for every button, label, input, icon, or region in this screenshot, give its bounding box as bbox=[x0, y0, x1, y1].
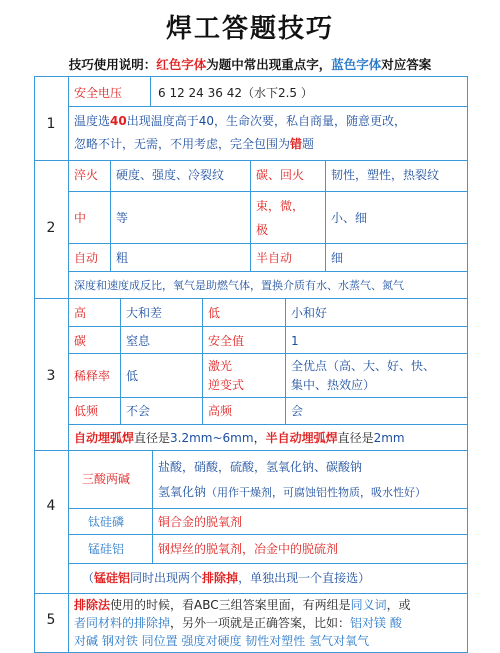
cell-divider bbox=[110, 160, 111, 271]
section-number: 3 bbox=[46, 368, 56, 384]
carbon-key: 碳 bbox=[74, 334, 87, 348]
acids-bases-line1: 盐酸，硝酸，硫酸，氢氧化钠、碳酸钠 bbox=[158, 460, 363, 474]
row-divider bbox=[68, 397, 468, 398]
inverter-key: 逆变式 bbox=[208, 378, 245, 392]
carbon-value: 窒息 bbox=[126, 334, 151, 348]
wrong-text-a: 忽略不计，无需，不用考虑，完全包围为 bbox=[74, 137, 291, 151]
high-freq-value: 会 bbox=[291, 404, 304, 418]
advantages-line1: 全优点（高、大、好、快、 bbox=[291, 359, 436, 373]
row-divider bbox=[68, 353, 468, 354]
low-freq-value: 不会 bbox=[126, 404, 151, 418]
section2-note: 深度和速度成反比，氧气是助燃气体，置换介质有水、水蒸气、氮气 bbox=[74, 279, 404, 292]
note-open: （ bbox=[82, 571, 95, 585]
semi-sa-diameter: 2mm bbox=[373, 431, 405, 445]
row-divider bbox=[68, 243, 468, 244]
dilution-key: 稀释率 bbox=[74, 369, 111, 383]
note-mn-si-al: 锰硅铝 bbox=[94, 571, 131, 585]
cell-divider bbox=[325, 160, 326, 271]
quench-key: 淬火 bbox=[74, 168, 99, 182]
laser-key: 激光 bbox=[208, 359, 233, 373]
safety-voltage-key: 安全电压 bbox=[74, 86, 123, 100]
auto-sa-label: 自动埋弧焊 bbox=[74, 431, 135, 445]
section-number: 4 bbox=[46, 498, 56, 514]
cell-divider bbox=[250, 160, 251, 271]
example-pairs-1: 铝对镁 酸 bbox=[350, 616, 402, 630]
row-divider bbox=[68, 508, 468, 509]
section-number: 5 bbox=[46, 612, 56, 628]
row-divider bbox=[68, 106, 468, 107]
ti-si-p-value: 铜合金的脱氧剂 bbox=[158, 515, 243, 529]
medium-key: 中 bbox=[74, 211, 87, 225]
acids-bases-line2 bbox=[158, 484, 426, 501]
advantages-line2: 集中、热效应） bbox=[291, 378, 376, 392]
row-divider bbox=[68, 424, 468, 425]
safety-value-value: 1 bbox=[291, 334, 299, 348]
bundle-value: 小、细 bbox=[331, 211, 368, 225]
page-title: 焊工答题技巧 bbox=[165, 14, 334, 44]
exclusion-text-2: ，或 bbox=[386, 598, 411, 612]
semi-auto-key: 半自动 bbox=[256, 251, 293, 265]
diameter-label-1: 直径是 bbox=[134, 431, 171, 445]
medium-value: 等 bbox=[116, 211, 129, 225]
auto-value: 粗 bbox=[116, 251, 129, 265]
exclusion-line1 bbox=[74, 597, 411, 613]
wrong-text-b: 错 bbox=[290, 137, 303, 151]
exclusion-text-3: ，另外一项就是正确答案，比如： bbox=[170, 616, 351, 630]
exclusion-line2 bbox=[74, 615, 402, 631]
temperature-rule-line2 bbox=[74, 136, 314, 152]
note-single: ，单独出现一个直接选） bbox=[238, 571, 371, 585]
quench-value: 硬度、强度、冷裂纹 bbox=[116, 168, 225, 182]
wrong-text-c: 题 bbox=[302, 137, 315, 151]
low-value: 小和好 bbox=[291, 306, 328, 320]
submerged-arc-note bbox=[74, 430, 405, 446]
section-number: 2 bbox=[46, 220, 56, 236]
exclusion-method: 排除法 bbox=[74, 598, 111, 612]
temp-text-a: 温度选 bbox=[74, 114, 111, 128]
mn-si-al-key: 锰硅铝 bbox=[88, 542, 125, 556]
ti-si-p-key: 钛硅磷 bbox=[88, 515, 125, 529]
cell-divider bbox=[150, 76, 151, 106]
mn-si-al-note bbox=[82, 570, 370, 586]
bundle-key-line2: 极 bbox=[256, 223, 269, 237]
note-exclude: 排除掉 bbox=[202, 571, 239, 585]
auto-key: 自动 bbox=[74, 251, 99, 265]
low-freq-key: 低频 bbox=[74, 404, 99, 418]
section-divider bbox=[34, 298, 468, 299]
row-divider bbox=[68, 191, 468, 192]
row-divider bbox=[68, 534, 468, 535]
low-key: 低 bbox=[208, 306, 221, 320]
cell-divider bbox=[202, 298, 203, 424]
temperature-rule-line1 bbox=[74, 113, 406, 129]
high-freq-key: 高频 bbox=[208, 404, 233, 418]
usage-note bbox=[0, 55, 500, 73]
diameter-label-2: 直径是 bbox=[337, 431, 374, 445]
safety-voltage-values: 6 12 24 36 42（水下2.5 ） bbox=[158, 86, 313, 100]
mn-si-al-value: 钢焊丝的脱氧剂，冶金中的脱硫剂 bbox=[158, 542, 339, 556]
carbon-temper-value: 韧性，塑性，热裂纹 bbox=[331, 168, 440, 182]
acids-bases-key: 三酸两碱 bbox=[82, 472, 131, 486]
section-divider bbox=[34, 450, 468, 451]
exclusion-text-1: 使用的时候，看ABC三组答案里面，有两组是 bbox=[110, 598, 351, 612]
usage-label: 技巧使用说明： bbox=[68, 57, 157, 72]
usage-mid-text: 为题中常出现重点字， bbox=[206, 57, 332, 72]
row-divider bbox=[68, 563, 468, 564]
cell-divider bbox=[285, 298, 286, 424]
synonym-text: 同义词 bbox=[350, 598, 387, 612]
safety-value-key: 安全值 bbox=[208, 334, 245, 348]
row-divider bbox=[68, 326, 468, 327]
dilution-value: 低 bbox=[126, 369, 139, 383]
section-number: 1 bbox=[46, 116, 56, 132]
section-divider bbox=[34, 593, 468, 594]
example-pairs-2: 对碱 钢对铁 同位置 强度对硬度 韧性对塑性 氢气对氧气 bbox=[74, 634, 370, 648]
temp-text-b: 40 bbox=[110, 114, 127, 128]
carbon-temper-key: 碳、回火 bbox=[256, 168, 305, 182]
naoh-note: （用作干燥剂，可腐蚀铝性物质，吸水性好） bbox=[206, 486, 427, 499]
row-divider bbox=[68, 271, 468, 272]
usage-red-text: 红色字体 bbox=[156, 57, 207, 72]
temp-text-c: 出现温度高于40，生命次要，私自商量，随意更改， bbox=[126, 114, 406, 128]
same-material-text: 者同材料的排除掉 bbox=[74, 616, 171, 630]
usage-blue-text: 蓝色字体 bbox=[331, 57, 382, 72]
high-key: 高 bbox=[74, 306, 87, 320]
high-value: 大和差 bbox=[126, 306, 163, 320]
naoh-label: 氢氧化钠 bbox=[158, 485, 207, 499]
usage-tail-text: 对应答案 bbox=[381, 57, 432, 72]
cell-divider bbox=[152, 450, 153, 563]
section-divider bbox=[34, 160, 468, 161]
number-column-divider bbox=[68, 76, 69, 653]
note-both-appear: 同时出现两个 bbox=[130, 571, 203, 585]
note-separator: ， bbox=[253, 431, 266, 445]
bundle-key-line1: 束，微， bbox=[256, 199, 305, 213]
cell-divider bbox=[120, 298, 121, 424]
semi-sa-label: 半自动埋弧焊 bbox=[265, 431, 338, 445]
semi-auto-value: 细 bbox=[331, 251, 344, 265]
auto-sa-diameter: 3.2mm~6mm bbox=[170, 431, 254, 445]
